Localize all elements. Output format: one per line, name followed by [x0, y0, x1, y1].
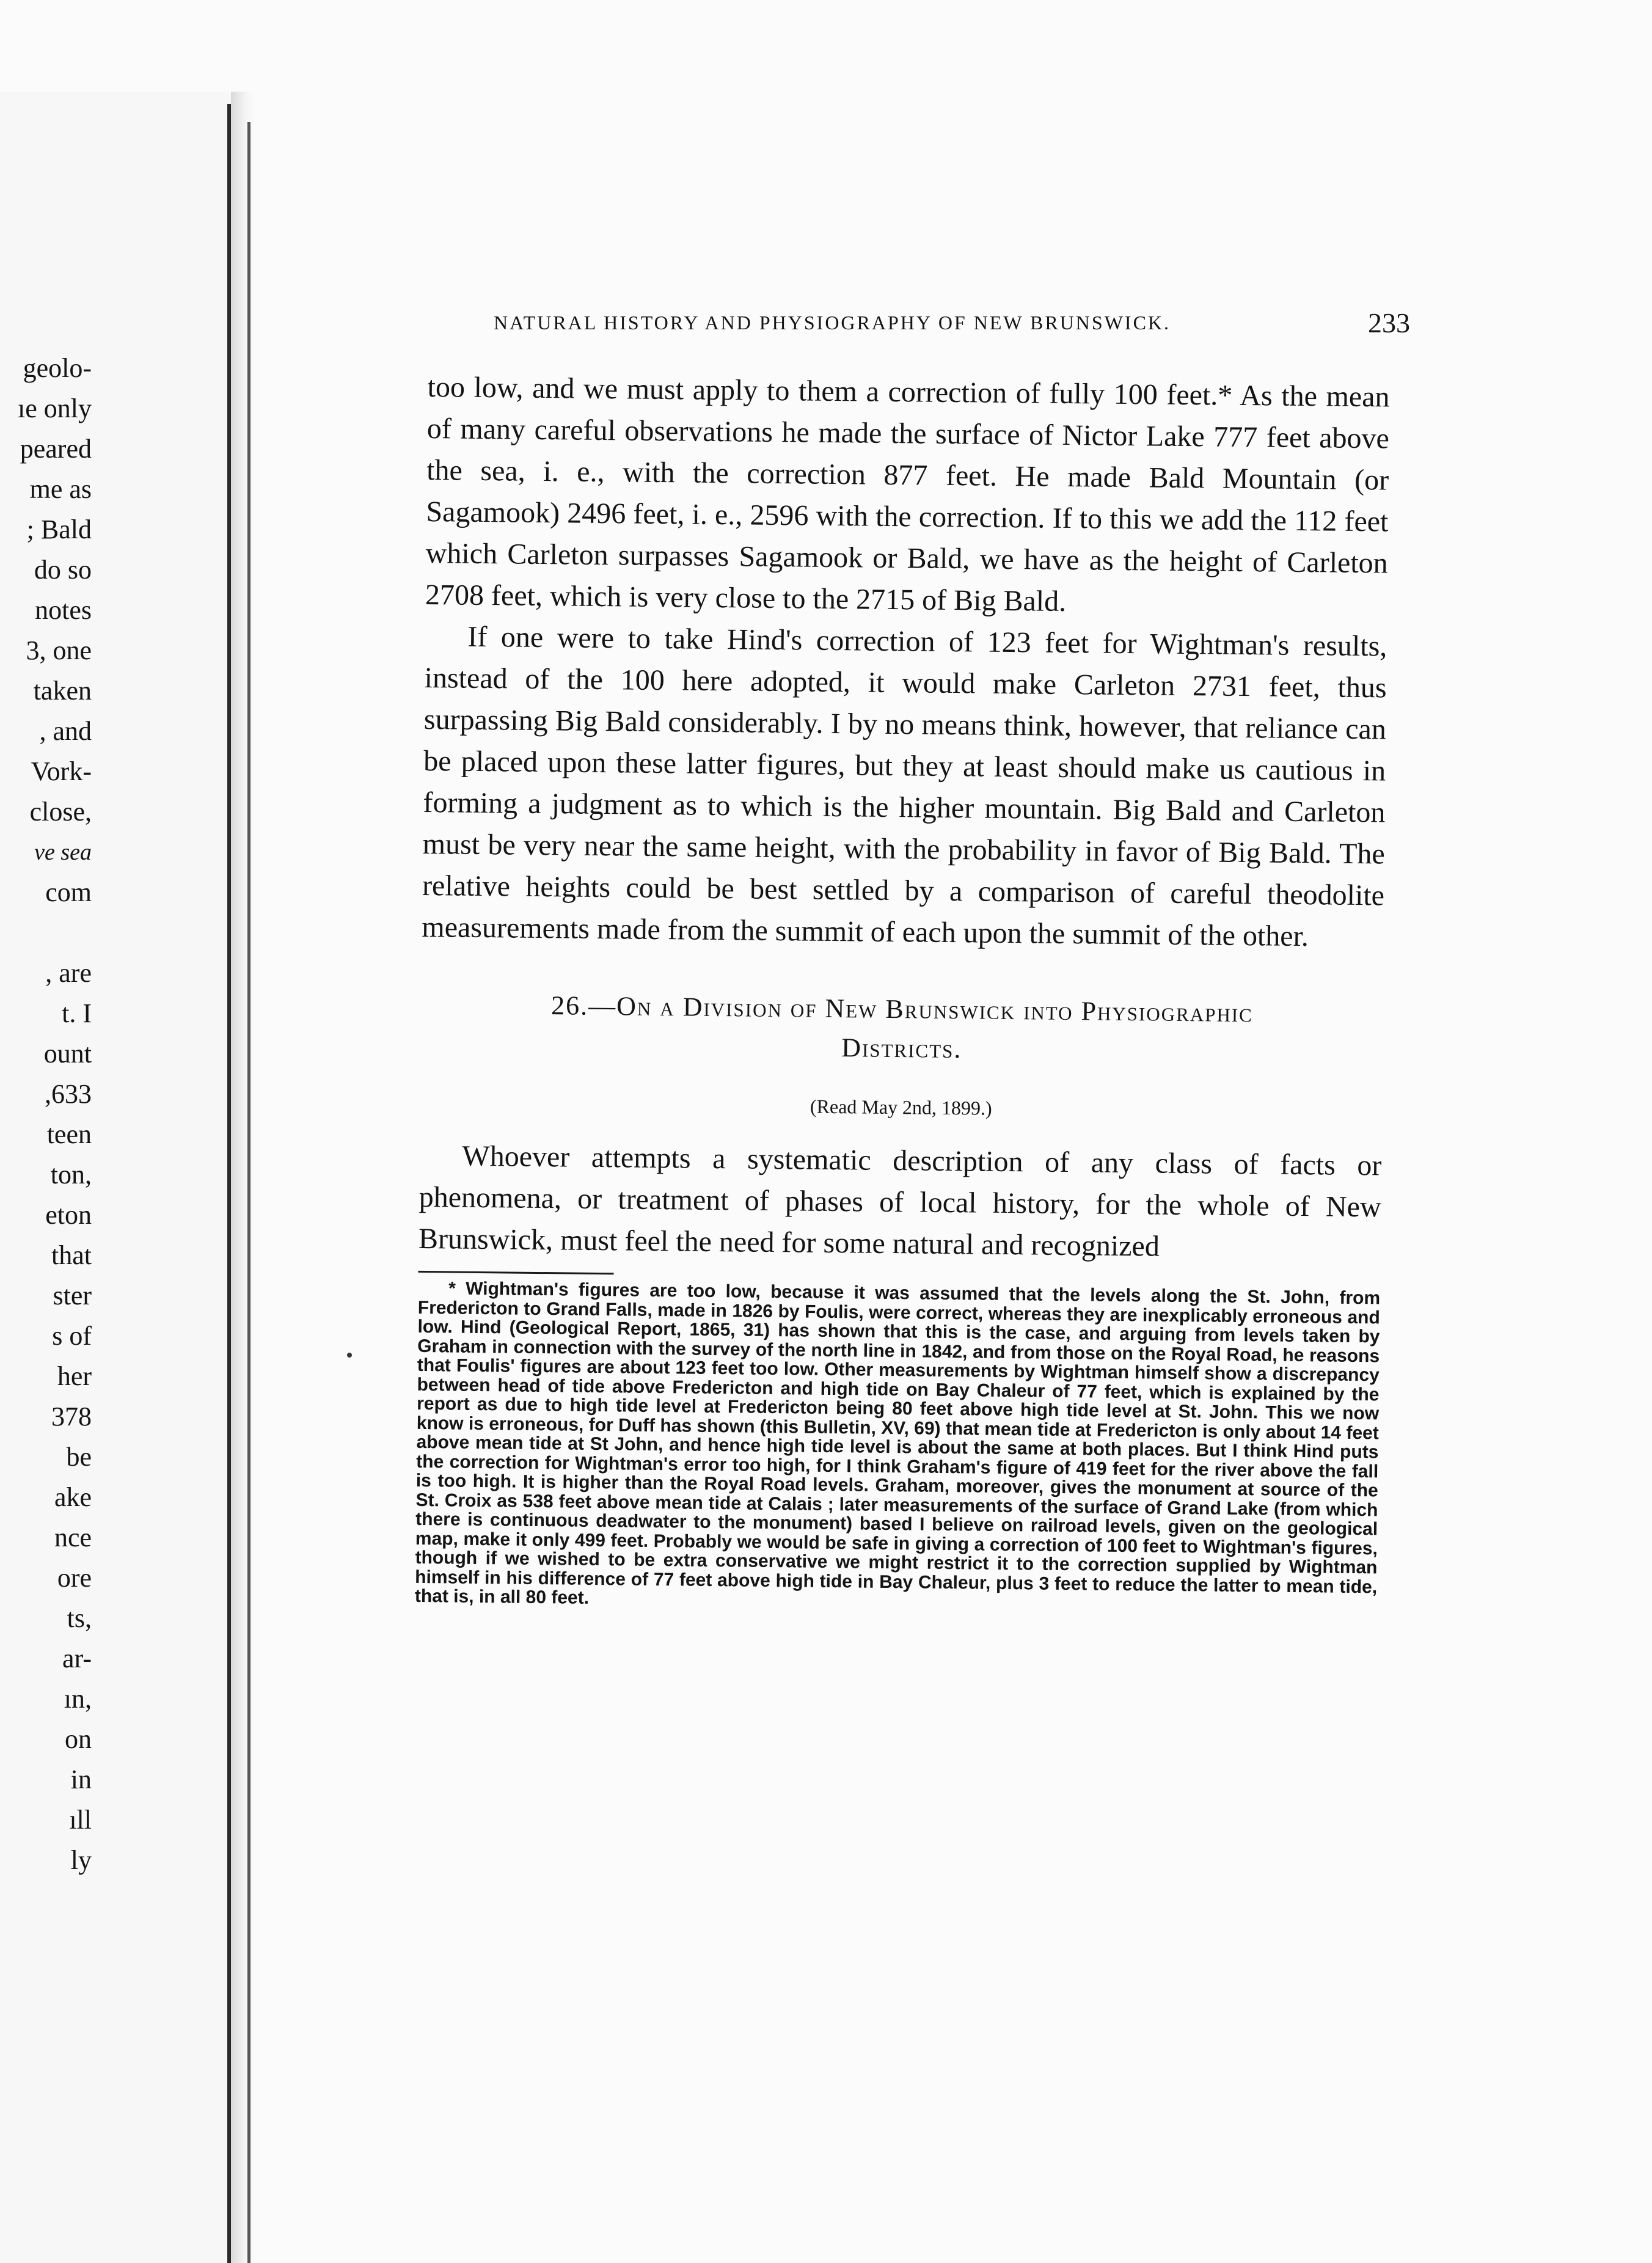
previous-page-line: ake: [54, 1482, 92, 1512]
previous-page-line: ts,: [67, 1603, 92, 1633]
previous-page-line: s of: [52, 1321, 92, 1351]
previous-page-line: in: [70, 1764, 92, 1794]
section-heading-line-2: Districts.: [841, 1033, 962, 1064]
paragraph-continuation: too low, and we must apply to them a correction of fully 100 feet.* As the mean of many careful observations he made the surface of Nictor Lake 777 feet above the sea, i. e., with the correction 877 feet. He made Bald Mountain (or Sagamook) 2496 feet, i. e., 2596 with the correction. If to this we add the 112 feet which Carleton surpasses Sagamook or Bald, we have as the height of Carleton 2708 feet, which is very close to the 2715 of Big Bald.: [425, 370, 1390, 618]
page-edge-line: [247, 122, 250, 2263]
previous-page-line: on: [65, 1724, 92, 1754]
section-heading-line-1: 26.—On a Division of New Brunswick into Physiographic: [550, 990, 1254, 1028]
previous-page-line: notes: [35, 595, 92, 625]
previous-page-line: that: [51, 1240, 92, 1270]
previous-page-line: taken: [33, 676, 92, 706]
previous-page-line: geolo-: [23, 353, 92, 383]
previous-page-line: com: [45, 877, 92, 907]
previous-page-line: Vork-: [31, 756, 92, 786]
margin-speck: [347, 1353, 352, 1358]
previous-page-line: , and: [39, 716, 92, 746]
previous-page-line: 378: [51, 1402, 92, 1431]
previous-page-line: teen: [46, 1119, 92, 1149]
previous-page-line: ,633: [45, 1079, 92, 1109]
read-date: (Read May 2nd, 1899.): [810, 1095, 992, 1119]
previous-page-line: ly: [70, 1845, 92, 1875]
running-head: NATURAL HISTORY AND PHYSIOGRAPHY OF NEW BRUNSWICK.: [494, 312, 1171, 334]
previous-page-line: her: [57, 1361, 92, 1391]
section-paragraph: Whoever attempts a systematic description of any class of facts or phenomena, or treatment of phases of local history, for the whole of New Brunswick, must feel the need for some natural and recognized: [418, 1139, 1382, 1263]
previous-page-line: ore: [57, 1563, 92, 1593]
previous-page-text-fragments: [0, 348, 92, 1881]
previous-page-line: ster: [53, 1281, 92, 1311]
previous-page-line: me as: [29, 474, 92, 504]
previous-page-line: peared: [20, 434, 92, 464]
previous-page-line: ve sea: [34, 839, 92, 865]
page-header: [494, 307, 1410, 348]
previous-page-line: ıll: [69, 1805, 92, 1835]
previous-page-line: ın,: [64, 1684, 92, 1714]
section-heading: [420, 985, 1383, 1073]
previous-page-line: ar-: [62, 1643, 92, 1673]
previous-page-line: nce: [54, 1523, 92, 1552]
previous-page-line: be: [66, 1442, 92, 1472]
previous-page-line: t. I: [62, 998, 92, 1028]
page-number: 233: [1368, 307, 1410, 338]
gutter-shadow: [231, 92, 255, 2263]
previous-page-line: ton,: [50, 1160, 92, 1190]
previous-page-line: do so: [34, 555, 92, 585]
previous-page-line: eton: [45, 1200, 92, 1230]
previous-page-line: ; Bald: [26, 514, 92, 544]
previous-page-line: ount: [43, 1039, 92, 1069]
footnote-divider: [418, 1271, 613, 1274]
previous-page-line: [0, 913, 92, 953]
previous-page-line: ıe only: [18, 393, 92, 423]
previous-page-line: close,: [29, 797, 92, 827]
page-body: [415, 367, 1390, 1616]
previous-page-line: , are: [45, 958, 92, 988]
paragraph-hind-correction: If one were to take Hind's correction of 123 feet for Wightman's results, instead of the 100 here adopted, it would make Carleton 2731 feet, thus surpassing Big Bald considerably. I by no means think, however, that reliance can be placed upon these latter figures, but they at least should make us cautious in forming a judgment as to which is the higher mountain. Big Bald and Carleton must be very near the same height, with the probability in favor of Big Bald. The relative heights could be best settled by a comparison of careful theodolite measurements made from the summit of each upon the summit of the other.: [422, 620, 1387, 953]
footnote: * Wightman's figures are too low, because it was assumed that the levels along the St. John, from Fredericton to Grand Falls, made in 1826 by Foulis, were correct, whereas they are inexplicably erroneous and low. Hind (Geological Report, 1865, 31) has shown that this is the case, and arguing from levels taken by Graham in connection with the survey of the north line in 1842, and from those on the Royal Road, he reasons that Foulis' figures are about 123 feet too low. Other measurements by Wightman himself show a discrepancy between head of tide above Fredericton and high tide on Bay Chaleur of 77 feet, which is explained by the report as due to high tide level at Fredericton being 80 feet above high tide level at St. John. This we now know is erroneous, for Duff has shown (this Bulletin, XV, 69) that mean tide at Fredericton is only about 14 feet above mean tide at St John, and hence high tide level is about the same at both places. But I think Hind puts the correction for Wightman's error too high, for I think Graham's figure of 419 feet for the river above the fall is too high. It is higher than the Royal Road levels. Graham, moreover, gives the monument at source of the St. Croix as 538 feet above mean tide at Calais ; later measurements of the surface of Grand Lake (from which there is continuous deadwater to the monument) based I believe on railroad levels, given on the geological map, make it only 499 feet. Probably we would be safe in giving a correction of 100 feet to Wightman's figures, though if we wished to be extra conservative we might restrict it to the correction supplied by Wightman himself in his difference of 77 feet above high tide in Bay Chaleur, plus 3 feet to reduce the latter to mean tide, that is, in all 80 feet.: [414, 1278, 1381, 1608]
previous-page-line: 3, one: [26, 635, 92, 665]
